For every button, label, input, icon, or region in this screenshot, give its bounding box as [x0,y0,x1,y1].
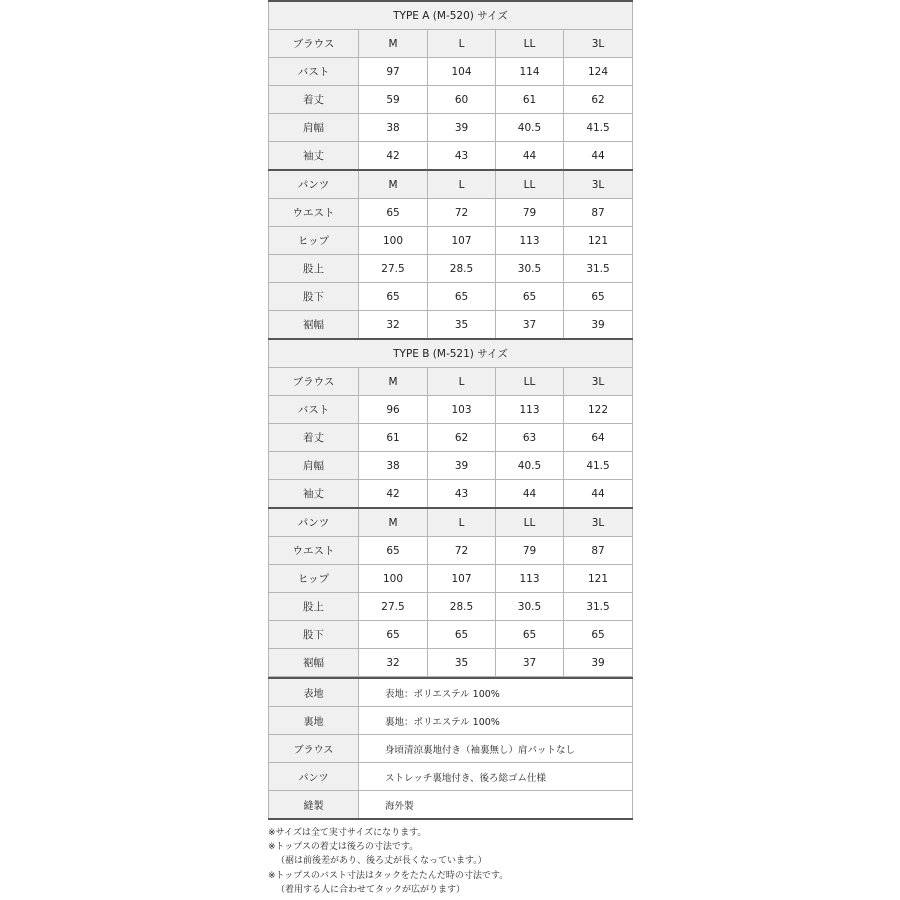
section-title-row [269,339,633,368]
measure-value: 39 [564,649,633,677]
table-header-row [269,170,633,199]
measure-value: 65 [564,621,633,649]
measure-value: 28.5 [428,255,496,283]
measure-label: 股上 [269,255,359,283]
size-header: 3L [564,30,633,58]
measure-value: 59 [359,86,428,114]
size-header: M [359,508,428,537]
table-row [269,311,633,340]
measure-value: 64 [564,424,633,452]
measure-value: 40.5 [496,452,564,480]
measure-value: 87 [564,537,633,565]
size-chart [268,0,632,820]
measure-value: 72 [428,199,496,227]
measure-value: 37 [496,311,564,340]
measure-label: 肩幅 [269,114,359,142]
garment-label: パンツ [269,170,359,199]
size-header: 3L [564,508,633,537]
measure-value: 72 [428,537,496,565]
table-header-row [269,508,633,537]
material-row [269,707,633,735]
measure-value: 39 [428,114,496,142]
measure-value: 43 [428,142,496,171]
measure-value: 113 [496,227,564,255]
measure-value: 30.5 [496,593,564,621]
measure-value: 124 [564,58,633,86]
measure-value: 38 [359,114,428,142]
measure-label: ウエスト [269,537,359,565]
note-line: （着用する人に合わせてタックが広がります） [276,884,466,895]
measure-value: 28.5 [428,593,496,621]
measure-value: 27.5 [359,255,428,283]
measure-value: 44 [564,142,633,171]
size-header: LL [496,368,564,396]
measure-value: 79 [496,537,564,565]
size-header: LL [496,170,564,199]
measure-label: バスト [269,396,359,424]
measure-value: 43 [428,480,496,509]
measure-value: 103 [428,396,496,424]
material-row [269,763,633,791]
size-header: M [359,170,428,199]
measure-value: 65 [359,199,428,227]
measure-value: 35 [428,649,496,677]
measure-value: 38 [359,452,428,480]
measure-value: 42 [359,142,428,171]
material-row [269,678,633,707]
material-label: 裏地 [269,707,359,735]
table-row [269,480,633,509]
table-row [269,452,633,480]
garment-label: パンツ [269,508,359,537]
measure-value: 121 [564,565,633,593]
note-line: （裾は前後差があり、後ろ丈が長くなっています。） [276,856,487,867]
measure-value: 97 [359,58,428,86]
measure-label: ヒップ [269,227,359,255]
material-value: 身頃清涼裏地付き（袖裏無し）肩パットなし [359,735,633,763]
material-value: 表地：ポリエステル 100% [359,678,633,707]
measure-value: 65 [496,621,564,649]
measure-label: 裾幅 [269,311,359,340]
size-table [268,0,633,677]
measure-label: 股下 [269,283,359,311]
section-title: TYPE A (M-520) サイズ [269,1,633,30]
measure-value: 100 [359,565,428,593]
table-header-row [269,368,633,396]
measure-value: 35 [428,311,496,340]
measure-value: 42 [359,480,428,509]
table-row [269,199,633,227]
material-value: 裏地：ポリエステル 100% [359,707,633,735]
material-row [269,735,633,763]
measure-label: 袖丈 [269,142,359,171]
measure-label: ヒップ [269,565,359,593]
measure-value: 62 [428,424,496,452]
measure-value: 121 [564,227,633,255]
measure-label: 肩幅 [269,452,359,480]
measure-value: 32 [359,649,428,677]
note-line: ※トップスの着丈は後ろの寸法です。 [268,842,419,853]
measure-label: バスト [269,58,359,86]
material-value: ストレッチ裏地付き、後ろ総ゴム仕様 [359,763,633,791]
size-table-body [269,1,633,677]
measure-label: 袖丈 [269,480,359,509]
measure-value: 65 [564,283,633,311]
measure-value: 65 [359,621,428,649]
measure-value: 60 [428,86,496,114]
table-row [269,142,633,171]
garment-label: ブラウス [269,368,359,396]
measure-value: 113 [496,396,564,424]
measure-label: 股下 [269,621,359,649]
measure-value: 27.5 [359,593,428,621]
measure-value: 37 [496,649,564,677]
measure-value: 31.5 [564,593,633,621]
measure-label: 着丈 [269,86,359,114]
table-header-row [269,30,633,58]
table-row [269,649,633,677]
measure-label: 着丈 [269,424,359,452]
measure-value: 41.5 [564,452,633,480]
garment-label: ブラウス [269,30,359,58]
note-line: ※トップスのバスト寸法はタックをたたんだ時の寸法です。 [268,870,509,881]
table-row [269,565,633,593]
size-header: 3L [564,368,633,396]
table-row [269,593,633,621]
measure-value: 44 [496,480,564,509]
measure-value: 61 [496,86,564,114]
measure-value: 44 [564,480,633,509]
measure-value: 44 [496,142,564,171]
measure-value: 107 [428,227,496,255]
measure-value: 65 [359,283,428,311]
size-header: M [359,368,428,396]
section-title: TYPE B (M-521) サイズ [269,339,633,368]
measure-value: 61 [359,424,428,452]
measure-value: 41.5 [564,114,633,142]
measure-value: 63 [496,424,564,452]
measure-value: 104 [428,58,496,86]
materials-table-body [269,678,633,819]
measure-value: 113 [496,565,564,593]
measure-value: 65 [428,283,496,311]
measure-label: ウエスト [269,199,359,227]
material-label: パンツ [269,763,359,791]
note-line: ※サイズは全て実寸サイズになります。 [268,828,427,838]
material-label: 表地 [269,678,359,707]
size-header: L [428,170,496,199]
measure-label: 裾幅 [269,649,359,677]
notes [268,826,508,897]
table-row [269,621,633,649]
measure-value: 79 [496,199,564,227]
measure-value: 96 [359,396,428,424]
measure-value: 100 [359,227,428,255]
measure-value: 87 [564,199,633,227]
size-header: 3L [564,170,633,199]
material-label: 縫製 [269,791,359,820]
size-header: M [359,30,428,58]
measure-value: 31.5 [564,255,633,283]
material-value: 海外製 [359,791,633,820]
materials-table [268,677,633,820]
measure-value: 107 [428,565,496,593]
table-row [269,424,633,452]
measure-value: 114 [496,58,564,86]
material-row [269,791,633,820]
size-header: L [428,30,496,58]
table-row [269,58,633,86]
measure-value: 122 [564,396,633,424]
table-row [269,537,633,565]
measure-value: 32 [359,311,428,340]
measure-value: 62 [564,86,633,114]
measure-value: 39 [428,452,496,480]
measure-value: 65 [428,621,496,649]
material-label: ブラウス [269,735,359,763]
measure-value: 30.5 [496,255,564,283]
size-header: LL [496,30,564,58]
size-header: LL [496,508,564,537]
size-header: L [428,368,496,396]
table-row [269,396,633,424]
measure-value: 65 [359,537,428,565]
measure-value: 40.5 [496,114,564,142]
table-row [269,255,633,283]
section-title-row [269,1,633,30]
table-row [269,86,633,114]
table-row [269,283,633,311]
table-row [269,114,633,142]
table-row [269,227,633,255]
measure-value: 65 [496,283,564,311]
size-header: L [428,508,496,537]
measure-label: 股上 [269,593,359,621]
measure-value: 39 [564,311,633,340]
